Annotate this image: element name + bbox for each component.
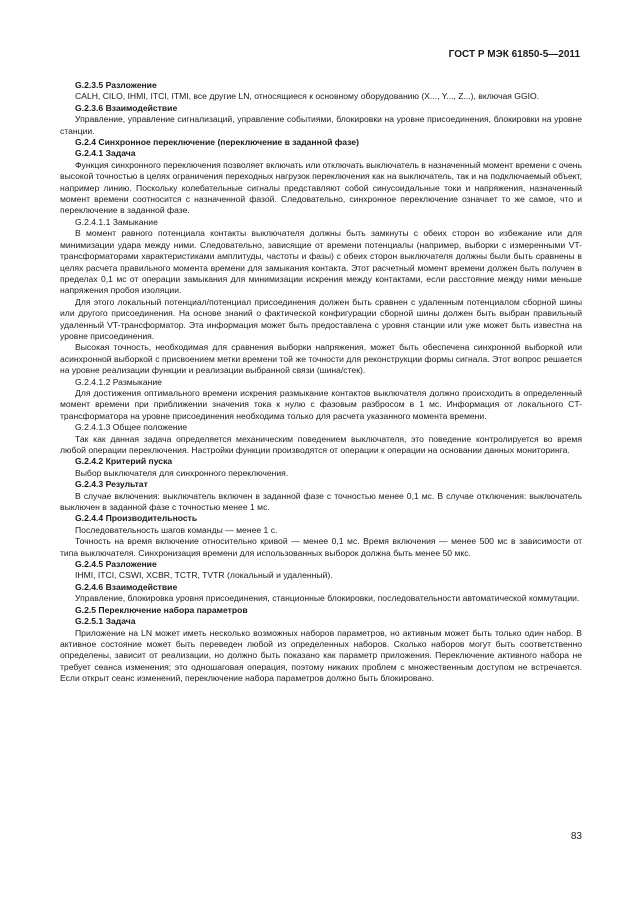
section-heading: G.2.4.2 Критерий пуска [75, 456, 173, 467]
paragraph: В случае включения: выключатель включен в заданной фазе с точностью менее 0,1 мс. В случае отключения: выключатель выключен в заданной фазе с точностью менее 1 мс. [60, 490, 582, 513]
section-heading: G.2.4.4 Производительность [75, 513, 198, 524]
paragraph: В момент равного потенциала контакты выключателя должны быть замкнуты с обеих сторон во избежание или для минимизации удара между ними. Следовательно, зависящие от времени потенциалы (например, выборки с измеренными VT-трансформаторами характеристиками амплитуды, частоты и фазы) с обеих сторон выключателя должны были быть сравнены в целях расчета правильного момента времени для замыкания контакта. Этот расчетный момент времени должен быть получен в пределах 0,1 мс от операции замыкания для минимизации искрения между контактами, если расстояние между ними меньше напряжения пробоя изоляции. [60, 228, 582, 296]
page-number: 83 [570, 831, 582, 842]
paragraph: IHMI, ITCI, CSWI, XCBR, TCTR, TVTR (локальный и удаленный). [75, 570, 333, 581]
paragraph: Высокая точность, необходимая для сравнения выборки напряжения, может быть обеспечена синхронной выборкой или асинхронной выборкой с присвоением метки времени той же точности для реконструкции формы сигнала. Этот вопрос решается на уровне реализации функции и реализации выбранной связи (шина/стек). [60, 342, 582, 376]
paragraph: Управление, управление сигнализаций, управление событиями, блокировки на уровне присоединения, блокировки на уровне станции. [60, 114, 582, 136]
section-heading: G.2.4.1 Задача [75, 148, 136, 159]
paragraph: Точность на время включение относительно кривой — менее 0,1 мс. Время включения — менее 500 мс в зависимости от типа выключателя. Синхронизация времени для использованных выборок должна быть менее 50 мкс. [60, 536, 582, 558]
section-heading: G.2.3.6 Взаимодействие [75, 102, 178, 113]
section-heading: G.2.4.3 Результат [75, 479, 148, 490]
paragraph: Для достижения оптимального времени искрения размыкание контактов выключателя должно происходить в определенный момент времени при приближении значения тока к нулю с фазовым разбросом в 1 мс. Информация от локального CT-трансформатора на уровне присоединения необходима только для расчета указанного момента времени. [60, 387, 582, 421]
section-heading: G.2.4.5 Разложение [75, 559, 157, 570]
paragraph: Приложение на LN может иметь несколько возможных наборов параметров, но активным может быть только один набор. В активное состояние может быть переведен любой из определенных наборов. Сколько наборов могут быть соответственно определены, зависит от реализации, но должно быть показано как параметр приложения. Переключение активного набора не требует сеанса изменения; это одношаговая операция, поэтому никаких проблем с множественным доступом не встречается. Если открыт сеанс изменений, переключение набора параметров должно быть блокировано. [60, 627, 582, 684]
section-heading: G.2.4.1.2 Размыкание [75, 376, 162, 387]
section-heading: G.2.4.1.1 Замыкание [75, 216, 158, 227]
paragraph: Последовательность шагов команды — менее 1 с. [75, 524, 278, 535]
paragraph: Управление, блокировка уровня присоединения, станционные блокировки, последовательности автоматической коммутации. [75, 593, 580, 604]
section-heading: G.2.3.5 Разложение [75, 80, 157, 90]
paragraph: Для этого локальный потенциал/потенциал присоединения должен быть сравнен с удаленным потенциалом сборной шины или другого присоединения. На основе знаний о фактической конфигурации сборной шины должен быть выбран правильный удаленный VT-трансформатор. Эта информация может быть предоставлена с уровня станции или уже может быть известна на уровне присоединения. [60, 296, 582, 341]
paragraph: CALH, CILO, IHMI, ITCI, ITMI, все другие LN, относящиеся к основному оборудованию (X..., Y..., Z...), включая GGIO. [75, 91, 540, 102]
paragraph: Функция синхронного переключения позволяет включать или отключать выключатель в назначенный момент времени с очень высокой точностью в целях ограничения переходных нагрузок переключения как на выключатель, так и на подключаемый объект, например линию. Поскольку колебательные сигналы представляют собой синусоидальные токи и напряжения, назначенный момент времени соотносится с назначенной фазой. Следовательно, синхронное переключение означает то же самое, что и переключение в заданной фазе. [60, 159, 582, 216]
standard-title: ГОСТ Р МЭК 61850-5—2011 [448, 49, 580, 60]
document-body [60, 80, 582, 685]
paragraph: Так как данная задача определяется механическим поведением выключателя, это поведение контролируется во время любой операции переключения. Настройки функции производятся от операции к операции на основании данных мониторинга. [60, 433, 582, 455]
section-heading: G.2.4.6 Взаимодействие [75, 581, 178, 592]
section-heading: G.2.4.1.3 Общее положение [75, 422, 188, 433]
section-heading: G.2.4 Синхронное переключение (переключение в заданной фазе) [75, 137, 359, 148]
section-heading: G.2.5.1 Задача [75, 616, 136, 627]
paragraph: Выбор выключателя для синхронного переключения. [75, 467, 289, 478]
section-heading: G.2.5 Переключение набора параметров [75, 604, 248, 615]
